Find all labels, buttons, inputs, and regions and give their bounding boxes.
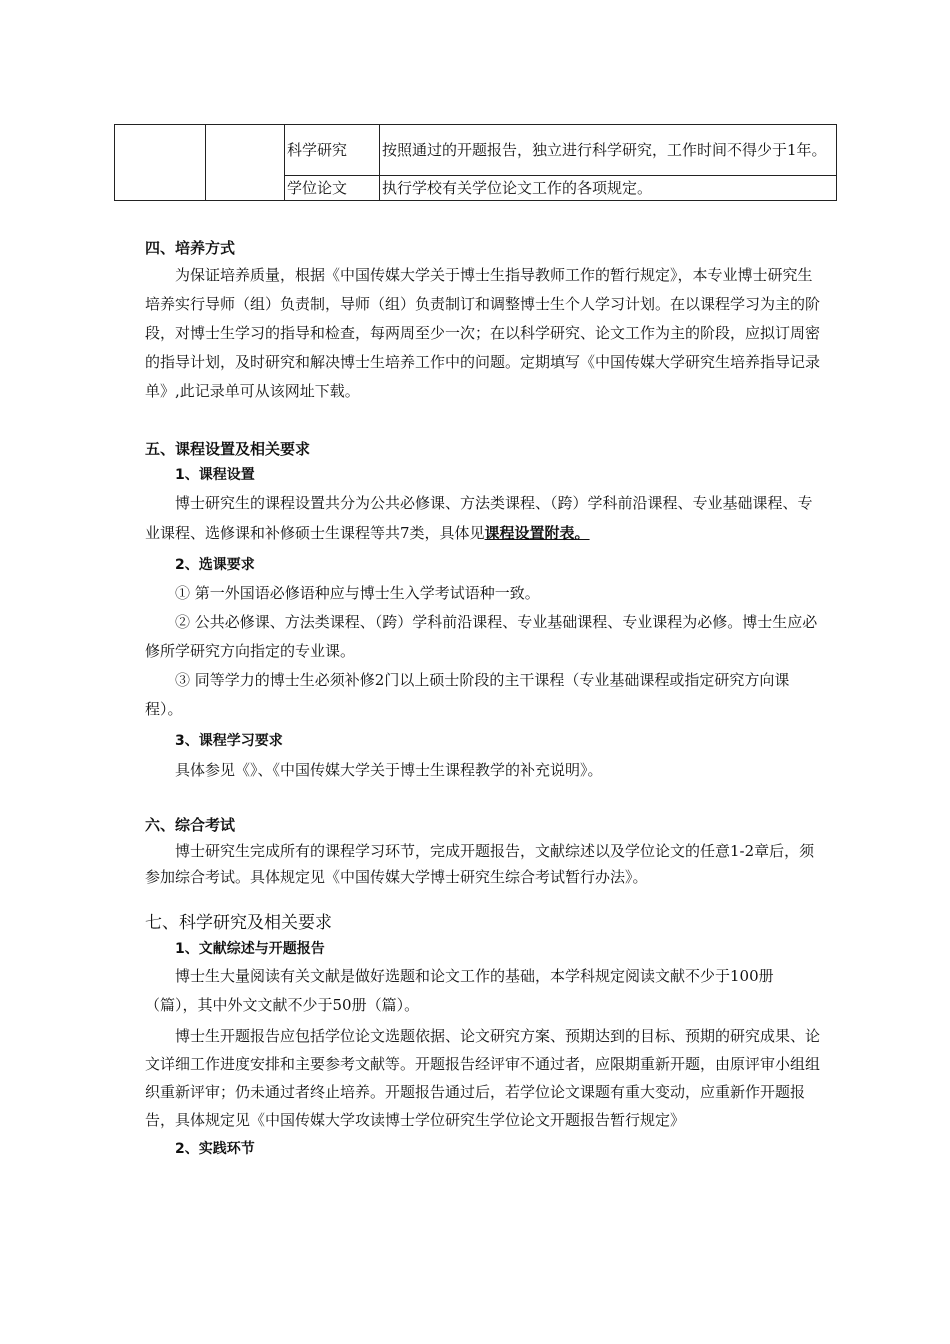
training-table bbox=[114, 124, 837, 201]
subsection-title: 2、选课要求 bbox=[175, 557, 255, 573]
section-5 bbox=[145, 436, 820, 786]
table-cell-label: 科学研究 bbox=[285, 125, 380, 176]
section-title: 五、课程设置及相关要求 bbox=[145, 440, 311, 458]
table-cell-empty bbox=[115, 125, 206, 201]
paragraph: 博士生大量阅读有关文献是做好选题和论文工作的基础，本学科规定阅读文献不少于100册（篇），其中外文文献不少于50册（篇）。 bbox=[145, 967, 774, 1014]
section-6 bbox=[145, 812, 820, 890]
paragraph: 为保证培养质量，根据《中国传媒大学关于博士生指导教师工作的暂行规定》，本专业博士研究生培养实行导师（组）负责制，导师（组）负责制订和调整博士生个人学习计划。在以课程学习为主的阶段，对博士生学习的指导和检查，每两周至少一次；在以科学研究、论文工作为主的阶段，应拟订周密的指导计划，及时研究和解决博士生培养工作中的问题。定期填写《中国传媒大学研究生培养指导记录单》,此记录单可从该网址下载。 bbox=[145, 266, 821, 400]
subsection-title: 3、课程学习要求 bbox=[175, 733, 283, 749]
section-title: 四、培养方式 bbox=[145, 239, 236, 257]
paragraph: 具体参见《》、《中国传媒大学关于博士生课程教学的补充说明》。 bbox=[175, 761, 603, 779]
table-cell-label: 学位论文 bbox=[285, 176, 380, 201]
subsection-title: 2、实践环节 bbox=[175, 1141, 255, 1157]
paragraph: 博士生开题报告应包括学位论文选题依据、论文研究方案、预期达到的目标、预期的研究成果、论文详细工作进度安排和主要参考文献等。开题报告经评审不通过者，应限期重新开题，由原评审小组组织重新评审；仍未通过者终止培养。开题报告通过后，若学位论文课题有重大变动，应重新作开题报告，具体规定见《中国传媒大学攻读博士学位研究生学位论文开题报告暂行规定》 bbox=[145, 1027, 821, 1129]
table-cell-text: 执行学校有关学位论文工作的各项规定。 bbox=[380, 176, 837, 201]
section-4 bbox=[145, 235, 820, 406]
table-cell-empty bbox=[206, 125, 285, 201]
section-title: 七、科学研究及相关要求 bbox=[145, 913, 332, 933]
subsection-title: 1、文献综述与开题报告 bbox=[175, 941, 325, 957]
paragraph: 博士研究生完成所有的课程学习环节，完成开题报告，文献综述以及学位论文的任意1-2章后，须参加综合考试。具体规定见《中国传媒大学博士研究生综合考试暂行办法》。 bbox=[145, 842, 815, 886]
section-title: 六、综合考试 bbox=[145, 816, 236, 834]
requirement-item: ③ 同等学力的博士生必须补修2门以上硕士阶段的主干课程（专业基础课程或指定研究方向课程）。 bbox=[145, 671, 790, 718]
table-cell-text: 按照通过的开题报告，独立进行科学研究，工作时间不得少于1年。 bbox=[380, 125, 837, 176]
paragraph: 博士研究生的课程设置共分为公共必修课、方法类课程、（跨）学科前沿课程、专业基础课程、专业课程、选修课和补修硕士生课程等共7类，具体见 bbox=[145, 494, 813, 542]
course-appendix-link[interactable]: 课程设置附表。 bbox=[484, 524, 590, 542]
requirement-item: ② 公共必修课、方法类课程、（跨）学科前沿课程、专业基础课程、专业课程为必修。博士生应必修所学研究方向指定的专业课。 bbox=[145, 613, 818, 660]
requirement-item: ① 第一外国语必修语种应与博士生入学考试语种一致。 bbox=[175, 584, 540, 602]
section-7 bbox=[145, 910, 820, 1162]
subsection-title: 1、课程设置 bbox=[175, 467, 255, 483]
table-row bbox=[115, 125, 837, 176]
